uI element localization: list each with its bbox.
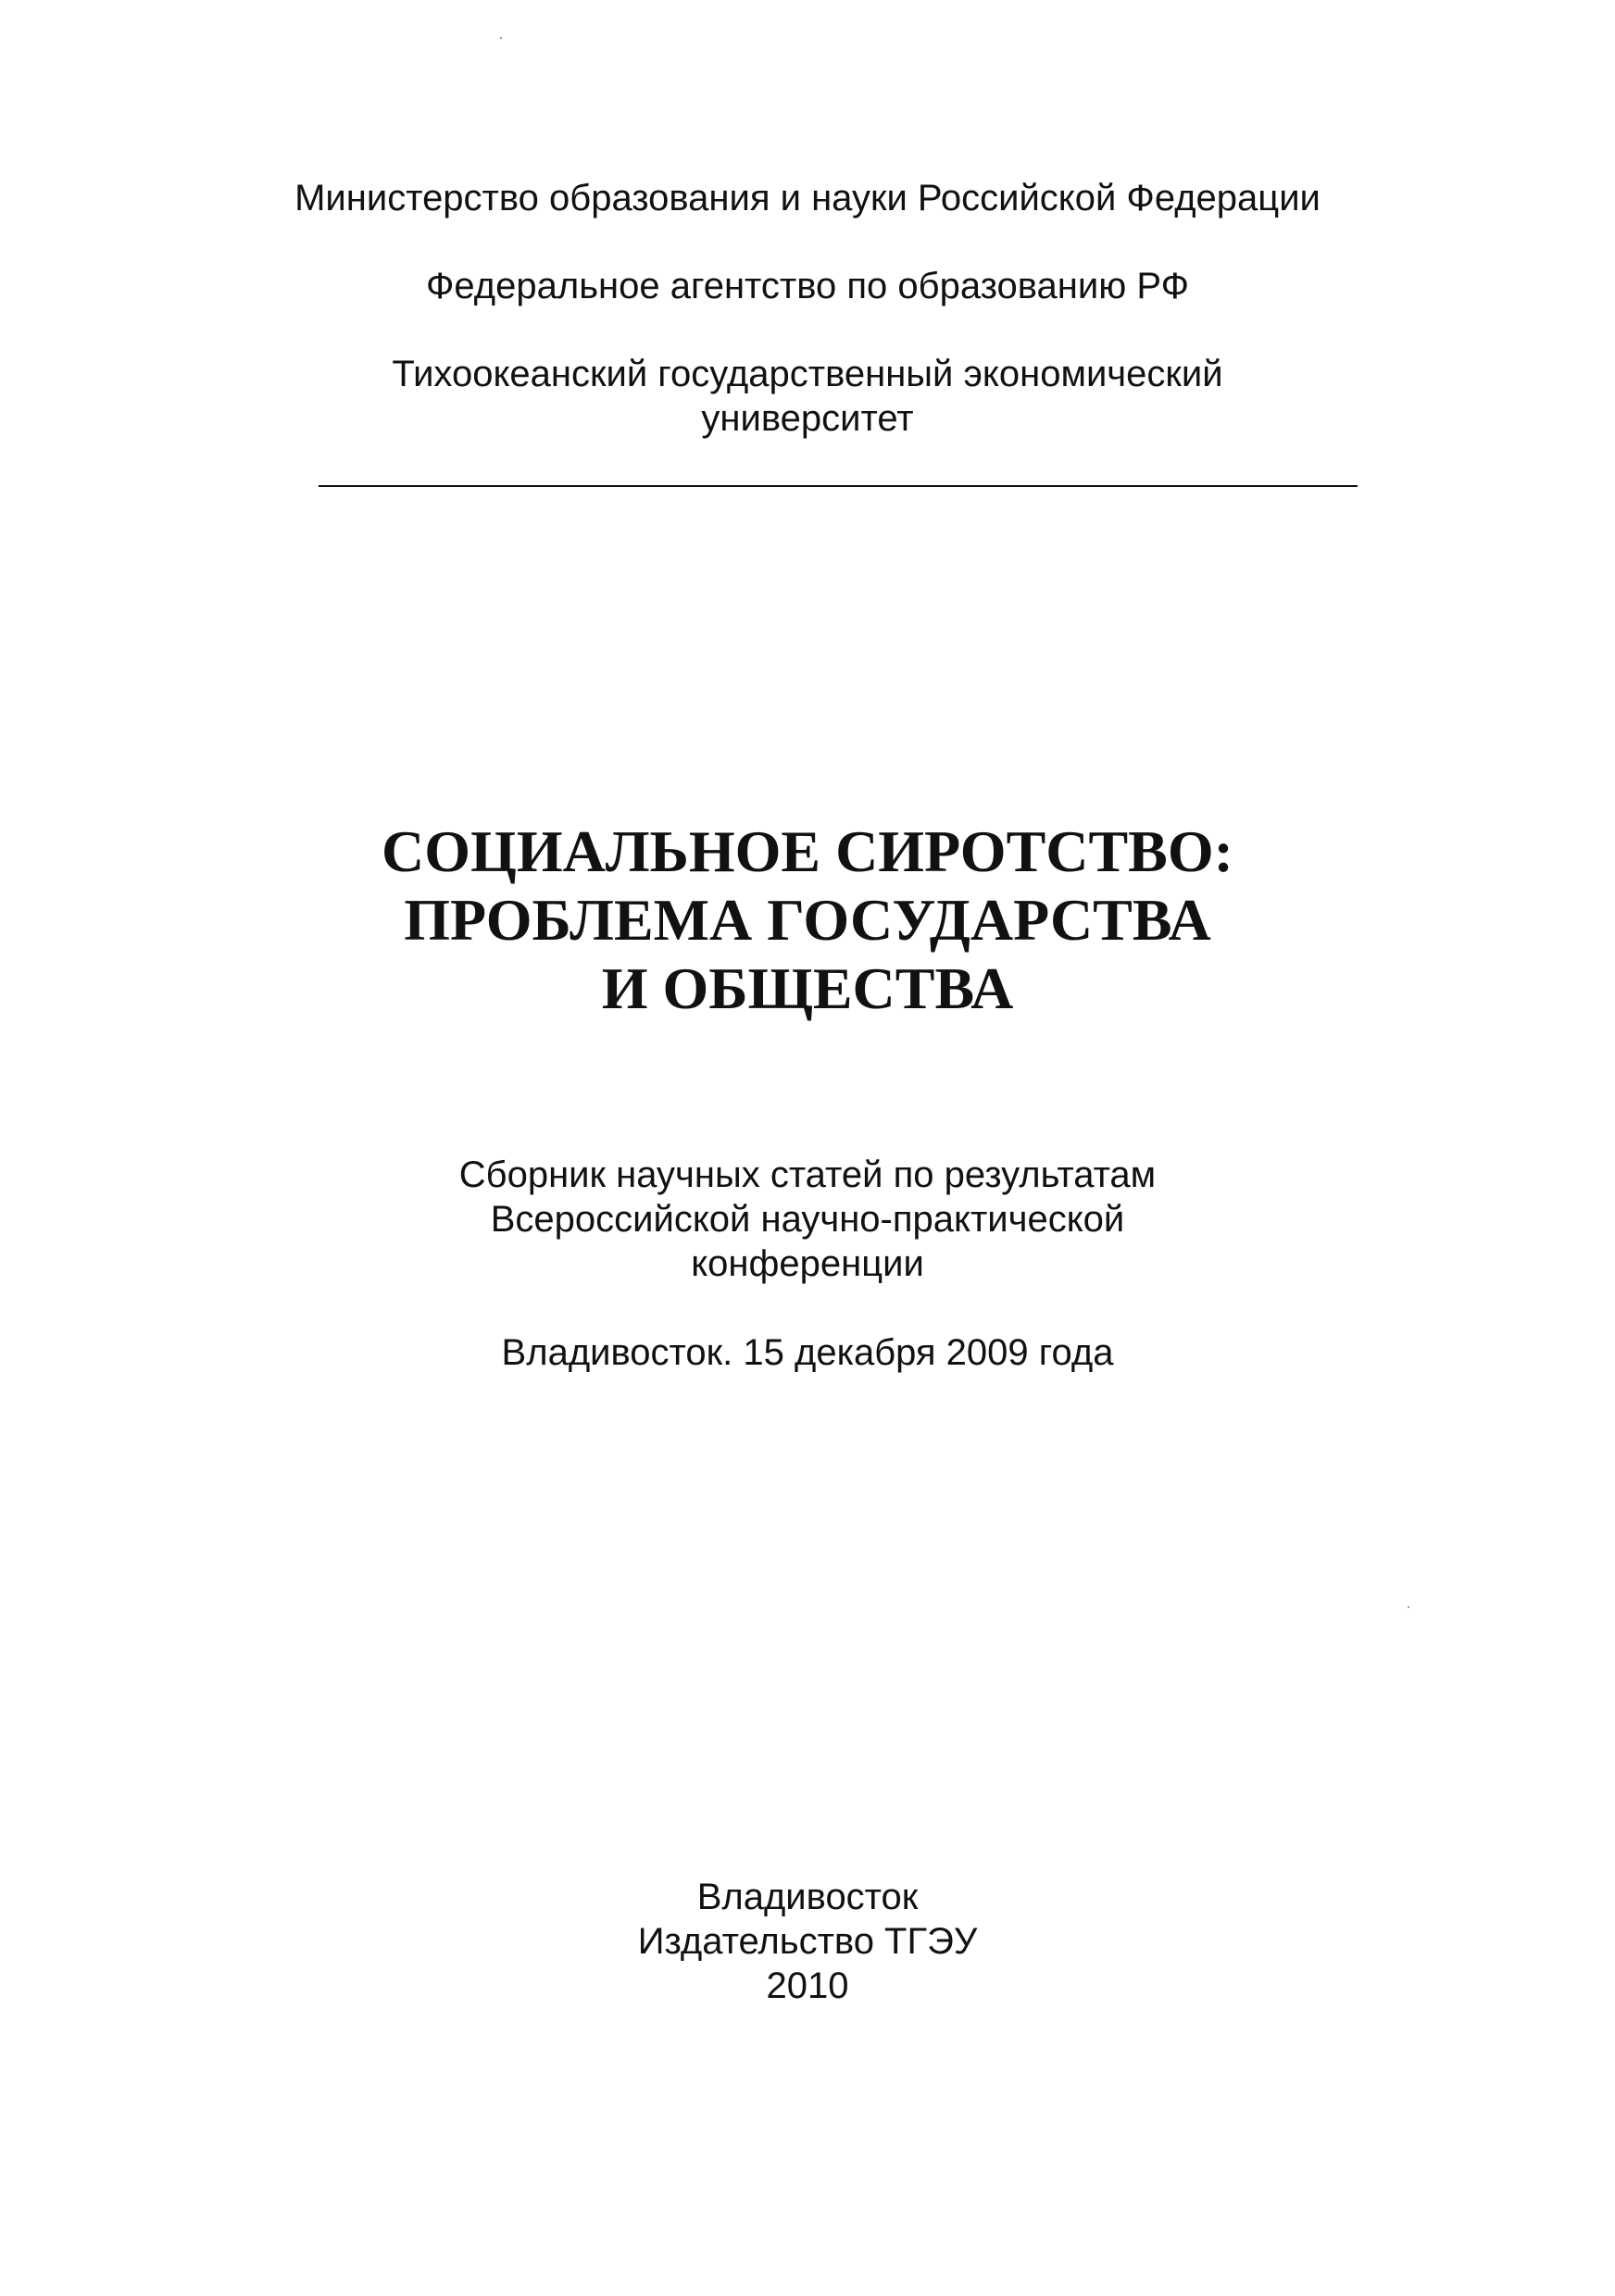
header-divider: [319, 485, 1358, 487]
scan-speck: [500, 37, 502, 39]
conference-date: Владивосток. 15 декабря 2009 года: [501, 1332, 1114, 1373]
subtitle-line-1: Сборник научных статей по результатам: [458, 1154, 1157, 1195]
university-line-1: Тихоокеанский государственный экономический: [392, 354, 1223, 394]
title-line-3: И ОБЩЕСТВА: [601, 955, 1014, 1021]
imprint-city: Владивосток: [696, 1877, 919, 1917]
university-line-2: университет: [701, 398, 914, 439]
scan-speck: [1408, 1606, 1409, 1608]
subtitle-line-2: Всероссийской научно-практической: [490, 1199, 1125, 1240]
imprint-year: 2010: [766, 1965, 849, 2006]
subtitle-line-3: конференции: [691, 1243, 924, 1284]
title-line-1: СОЦИАЛЬНОЕ СИРОТСТВО:: [382, 818, 1233, 884]
agency-line: Федеральное агентство по образованию РФ: [426, 266, 1189, 306]
title-line-2: ПРОБЛЕМА ГОСУДАРСТВА: [404, 887, 1211, 953]
ministry-line: Министерство образования и науки Российской Федерации: [294, 178, 1321, 218]
imprint-publisher: Издательство ТГЭУ: [637, 1921, 978, 1962]
